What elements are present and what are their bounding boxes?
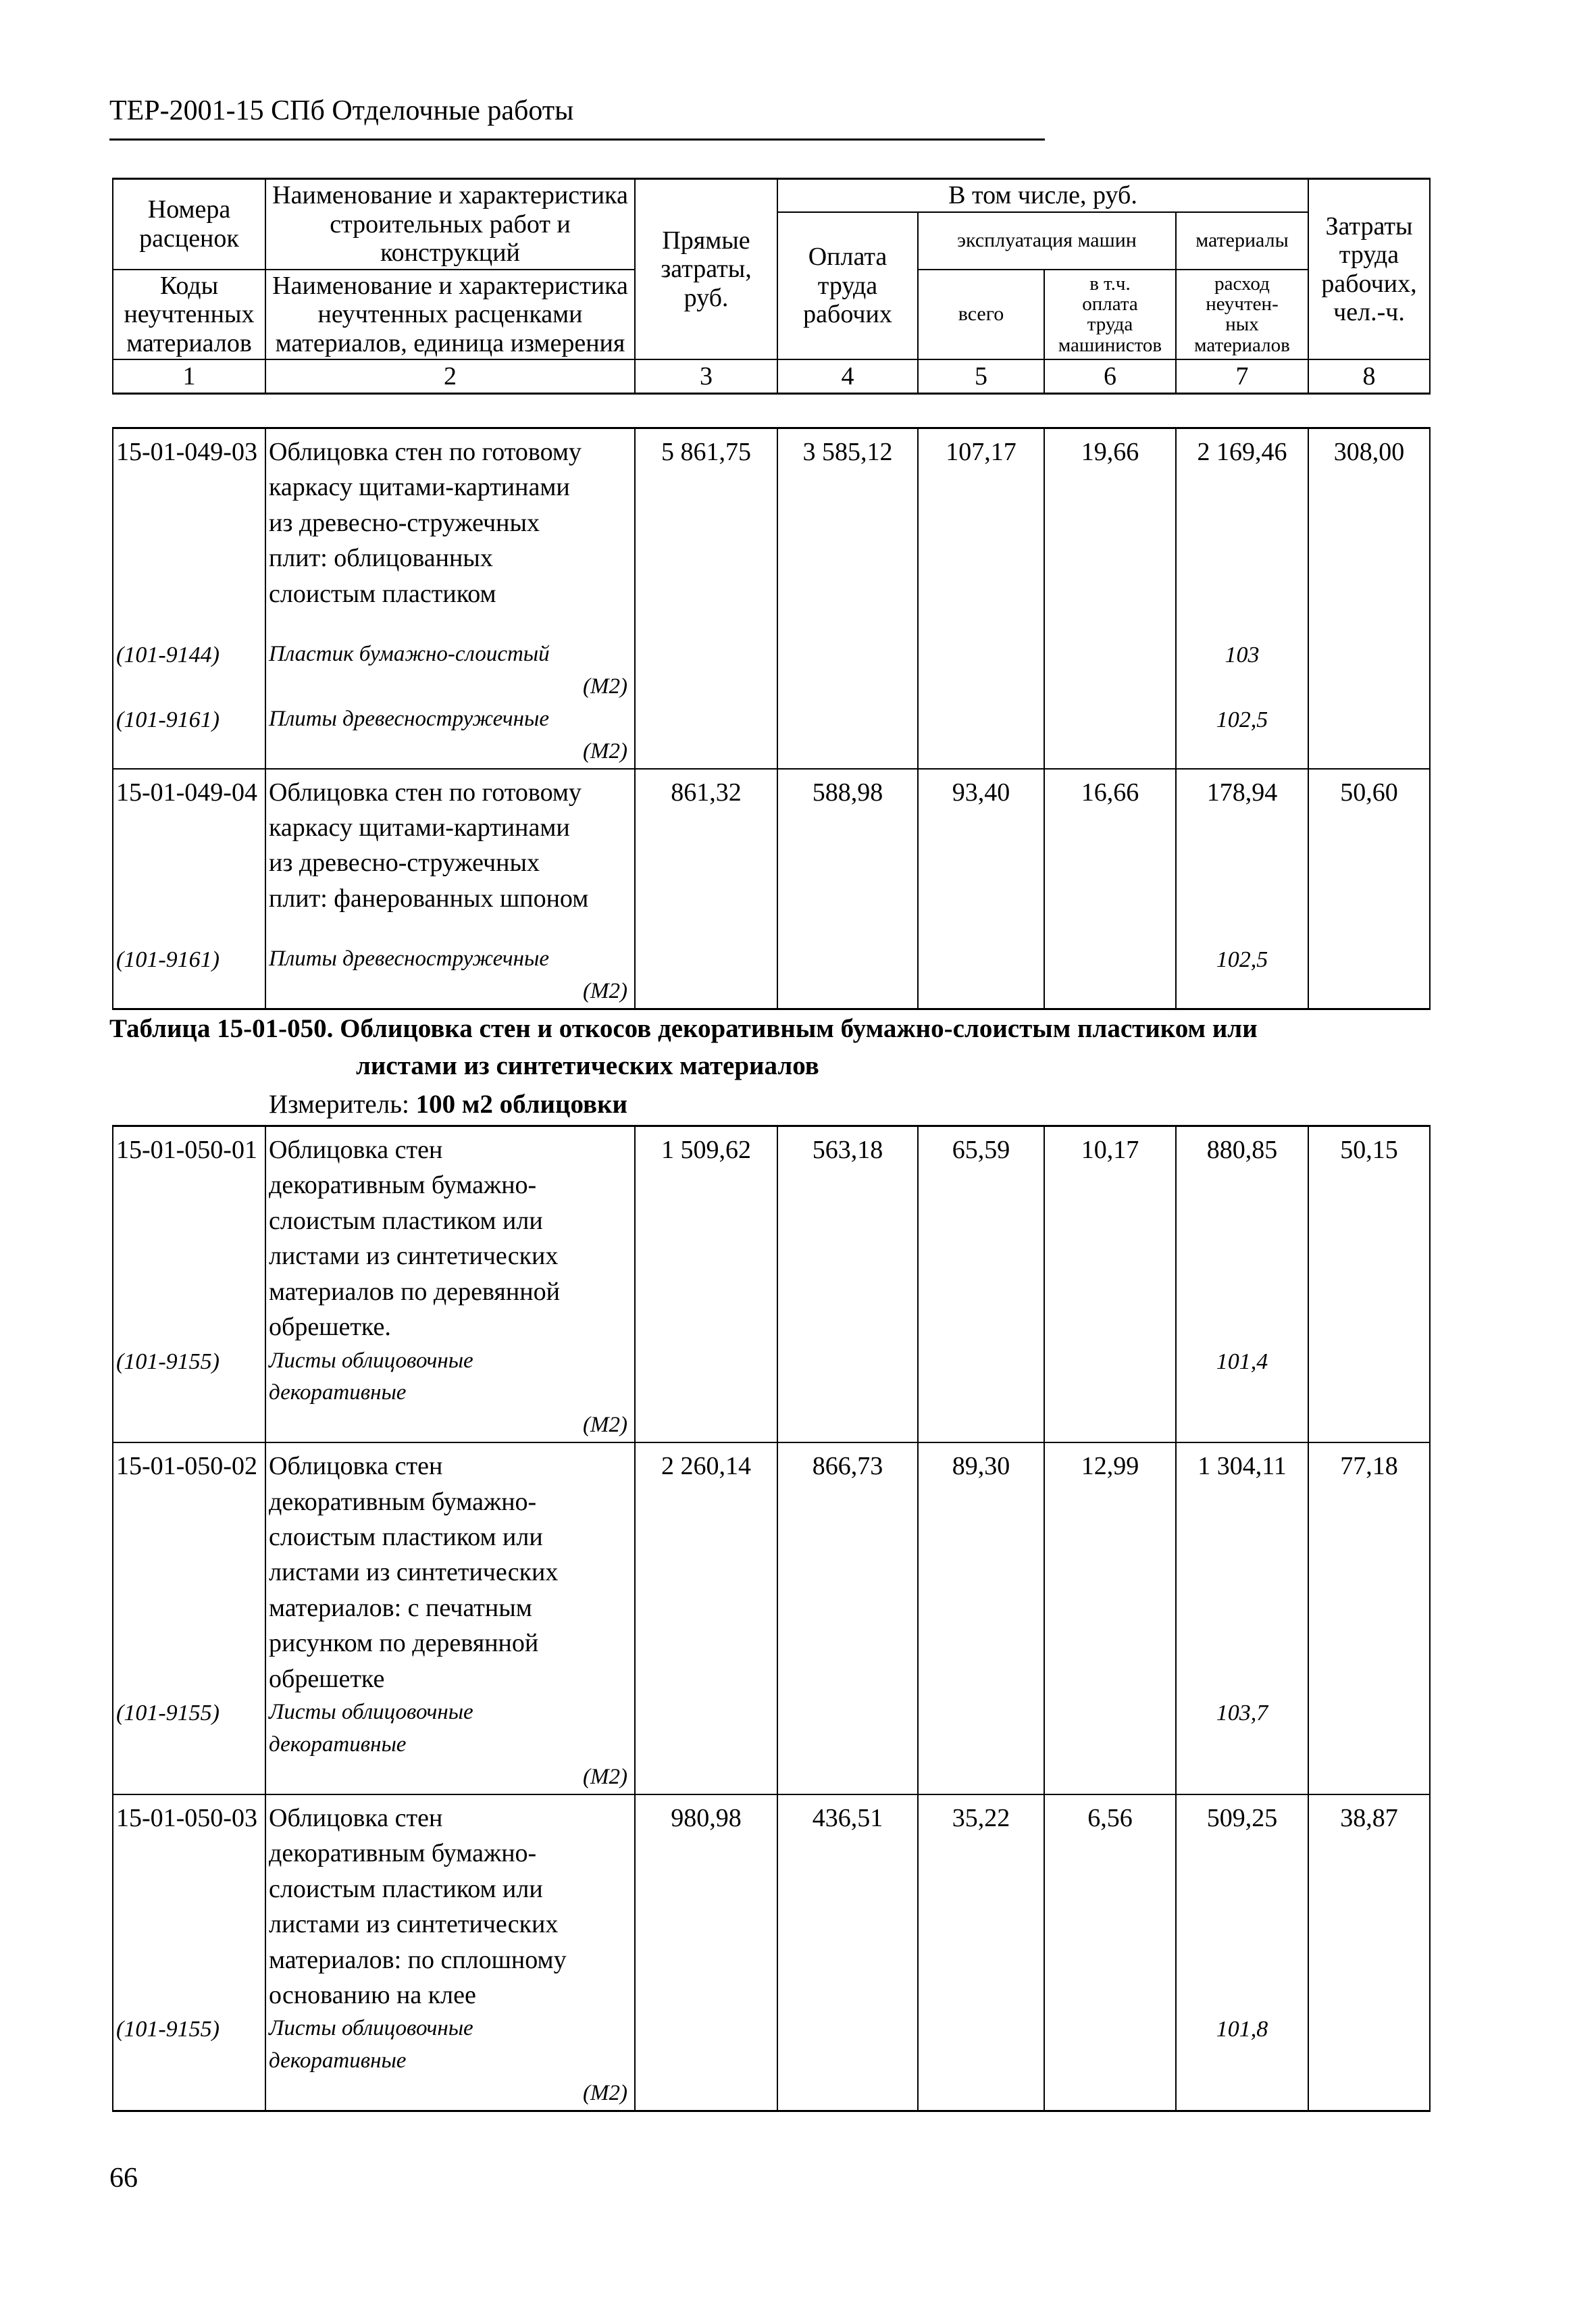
machines-total: 107,17: [918, 428, 1044, 612]
machines-total: 35,22: [918, 1794, 1044, 2013]
material-codes-header: Коды неучтенных материалов: [113, 270, 265, 360]
work-name-header: Наименование и характеристика строительных работ и конструкций: [265, 179, 635, 270]
operators-pay: 16,66: [1044, 769, 1176, 917]
material-rate: 102,5: [1176, 703, 1308, 769]
material-rate: 102,5: [1176, 916, 1308, 1009]
col-number: 2: [265, 359, 635, 394]
rate-number-header: Номера расценок: [113, 179, 265, 270]
rate-code: 15-01-049-03: [113, 428, 265, 612]
material-unit: (М2): [583, 674, 627, 699]
material-rate: 103,7: [1176, 1696, 1308, 1794]
material-row: [113, 916, 1430, 1009]
operators-pay: 10,17: [1044, 1126, 1176, 1345]
rate-code: 15-01-050-02: [113, 1442, 265, 1696]
material-row: [113, 1345, 1430, 1443]
col-number: 7: [1176, 359, 1308, 394]
man-hours: 77,18: [1308, 1442, 1430, 1696]
labor-pay: 3 585,12: [777, 428, 918, 612]
material-unit: (М2): [583, 738, 627, 763]
col-number: 4: [777, 359, 918, 394]
machines-total: 89,30: [918, 1442, 1044, 1696]
materials-cost: 1 304,11: [1176, 1442, 1308, 1696]
work-description: Облицовка стен декоративным бумажно- слоистым пластиком или листами из синтетических материалов: по сплошному основанию на клее: [265, 1794, 635, 2013]
rate-code: 15-01-049-04: [113, 769, 265, 917]
material-row: [113, 2013, 1430, 2111]
material-name: Листы облицовочные декоративные (М2): [265, 1345, 635, 1443]
material-name: Плиты древесностружечные (М2): [265, 703, 635, 769]
material-name: Плиты древесностружечные (М2): [265, 916, 635, 1009]
material-name: Пластик бумажно-слоистый (М2): [265, 611, 635, 703]
direct-costs: 1 509,62: [635, 1126, 777, 1345]
direct-costs: 861,32: [635, 769, 777, 917]
col-number: 8: [1308, 359, 1430, 394]
table-row: [113, 1126, 1430, 1345]
machines-total: 65,59: [918, 1126, 1044, 1345]
material-code: (101-9155): [113, 1696, 265, 1794]
rate-code: 15-01-050-01: [113, 1126, 265, 1345]
material-unit: (М2): [583, 2081, 627, 2106]
material-unit: (М2): [583, 1413, 627, 1438]
operators-pay: 19,66: [1044, 428, 1176, 612]
column-header-table: [112, 178, 1431, 395]
table-caption: Таблица 15-01-050. Облицовка стен и откосов декоративным бумажно-слоистым пластиком или листами из синтетических материалов: [109, 1014, 1258, 1080]
machines-total: 93,40: [918, 769, 1044, 917]
material-names-header: Наименование и характеристика неучтенных расценками материалов, единица измерения: [265, 270, 635, 360]
unaccounted-materials-header: расход неучтен- ных материалов: [1176, 270, 1308, 360]
material-code: (101-9144): [113, 611, 265, 703]
work-description: Облицовка стен декоративным бумажно- слоистым пластиком или листами из синтетических материалов: с печатным рисунком по деревянной обрешетке: [265, 1442, 635, 1696]
material-name: Листы облицовочные декоративные (М2): [265, 2013, 635, 2111]
material-code: (101-9155): [113, 1345, 265, 1443]
work-description: Облицовка стен по готовому каркасу щитами-картинами из древесно-стружечных плит: фанерованных шпоном: [265, 769, 635, 917]
operators-pay-header: в т.ч. оплата труда машинистов: [1044, 270, 1176, 360]
materials-cost: 2 169,46: [1176, 428, 1308, 612]
material-unit: (М2): [583, 979, 627, 1004]
materials-cost: 178,94: [1176, 769, 1308, 917]
machines-header: эксплуатация машин: [918, 212, 1176, 270]
material-name: Листы облицовочные декоративные (М2): [265, 1696, 635, 1794]
material-rate: 101,8: [1176, 2013, 1308, 2111]
material-unit: (М2): [583, 1764, 627, 1789]
rates-table-050: [112, 1125, 1431, 2112]
material-row: [113, 703, 1430, 769]
page-number: 66: [109, 2163, 138, 2194]
operators-pay: 12,99: [1044, 1442, 1176, 1696]
labor-pay: 563,18: [777, 1126, 918, 1345]
running-title: ТЕР-2001-15 СПб Отделочные работы: [109, 95, 574, 126]
material-code: (101-9161): [113, 703, 265, 769]
col-number: 6: [1044, 359, 1176, 394]
work-description: Облицовка стен декоративным бумажно- слоистым пластиком или листами из синтетических материалов по деревянной обрешетке.: [265, 1126, 635, 1345]
labor-pay-header: Оплата труда рабочих: [777, 212, 918, 360]
direct-costs-header: Прямые затраты, руб.: [635, 179, 777, 360]
col-number: 1: [113, 359, 265, 394]
operators-pay: 6,56: [1044, 1794, 1176, 2013]
materials-cost: 880,85: [1176, 1126, 1308, 1345]
col-number: 5: [918, 359, 1044, 394]
labor-pay: 436,51: [777, 1794, 918, 2013]
labor-pay: 866,73: [777, 1442, 918, 1696]
rates-table-049: [112, 427, 1431, 1010]
material-rate: 103: [1176, 611, 1308, 703]
material-code: (101-9155): [113, 2013, 265, 2111]
materials-cost: 509,25: [1176, 1794, 1308, 2013]
header-rule: [109, 139, 1045, 141]
direct-costs: 2 260,14: [635, 1442, 777, 1696]
work-description: Облицовка стен по готовому каркасу щитами-картинами из древесно-стружечных плит: облицованных слоистым пластиком: [265, 428, 635, 612]
labor-pay: 588,98: [777, 769, 918, 917]
table-row: [113, 769, 1430, 917]
table-row: [113, 1442, 1430, 1696]
man-hours: 38,87: [1308, 1794, 1430, 2013]
material-row: [113, 1696, 1430, 1794]
material-code: (101-9161): [113, 916, 265, 1009]
man-hours: 50,15: [1308, 1126, 1430, 1345]
rate-code: 15-01-050-03: [113, 1794, 265, 2013]
man-hours: 50,60: [1308, 769, 1430, 917]
col-number: 3: [635, 359, 777, 394]
direct-costs: 5 861,75: [635, 428, 777, 612]
table-row: [113, 1794, 1430, 2013]
man-hours: 308,00: [1308, 428, 1430, 612]
materials-header: материалы: [1176, 212, 1308, 270]
including-header: В том числе, руб.: [777, 179, 1308, 212]
machines-total-header: всего: [918, 270, 1044, 360]
labor-cost-header: Затраты труда рабочих, чел.-ч.: [1308, 179, 1430, 360]
measure-unit: Измеритель: 100 м2 облицовки: [269, 1090, 628, 1119]
material-row: [113, 611, 1430, 703]
material-rate: 101,4: [1176, 1345, 1308, 1443]
direct-costs: 980,98: [635, 1794, 777, 2013]
table-row: [113, 428, 1430, 612]
